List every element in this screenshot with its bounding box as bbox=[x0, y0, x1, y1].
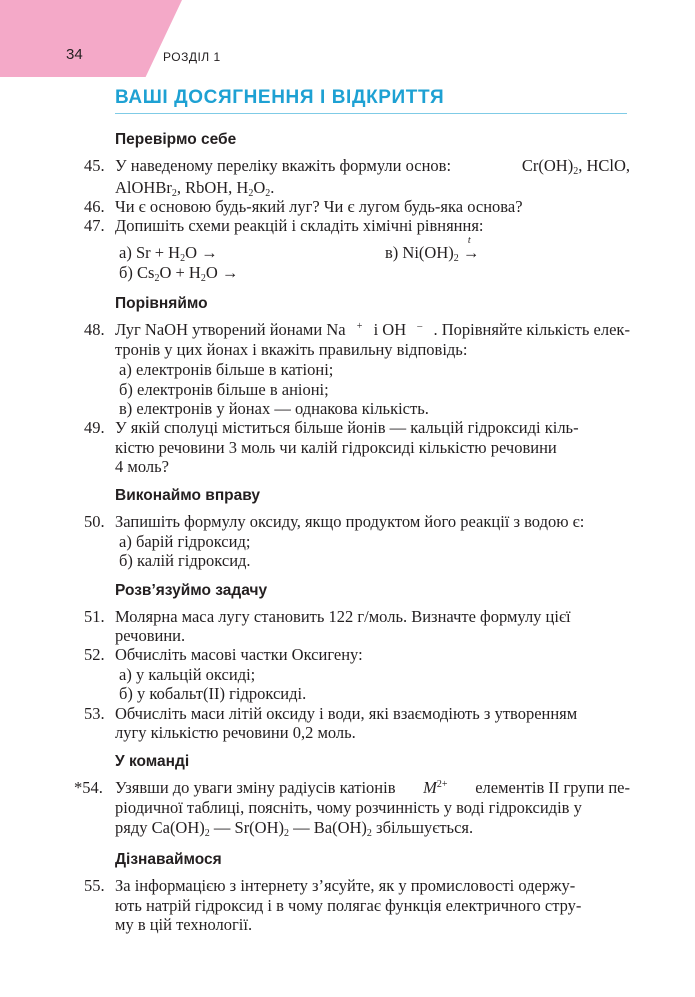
task-53-line-2: лугу кількістю речовини 0,2 моль. bbox=[115, 723, 356, 742]
task-50-option-b: б) калій гідроксид. bbox=[119, 551, 251, 570]
task-46-text: Чи є основою будь-який луг? Чи є лугом будь-яка основа? bbox=[115, 197, 523, 216]
task-number: 52. bbox=[84, 645, 105, 664]
task-53-line-1: Обчисліть маси літій оксиду і води, які взаємодіють з утворенням bbox=[115, 704, 578, 723]
task-55-line-1: За інформацією з інтернету з’ясуйте, як у промисловості одержу- bbox=[115, 876, 576, 895]
task-52-option-b: б) у кобальт(ІІ) гідроксиді. bbox=[119, 684, 307, 703]
scheme-b: б) $Cs_2O + H_2O$ → bbox=[119, 263, 239, 284]
page-number: 34 bbox=[66, 46, 83, 63]
task-number: 53. bbox=[84, 704, 105, 723]
task-49-line-2: кістю речовини 3 моль чи калій гідроксиді кількістю речовини bbox=[115, 438, 557, 457]
task-number: 49. bbox=[84, 418, 105, 437]
subheading-learn: Дізнаваймося bbox=[115, 851, 222, 868]
task-number: 55. bbox=[84, 876, 105, 895]
task-number: 51. bbox=[84, 607, 105, 626]
task-number: 47. bbox=[84, 216, 105, 235]
task-54-line-2: ріодичної таблиці, поясніть, чому розчинність у воді гідроксидів у bbox=[115, 798, 582, 817]
formula-list: $Cr(OH)_2$, HClO, bbox=[521, 156, 630, 177]
title-underline bbox=[115, 113, 627, 114]
scheme-a: а) $Sr + H_2O$ → bbox=[119, 243, 218, 264]
task-51-line-1: Молярна маса лугу становить 122 г/моль. Визначте формулу цієї bbox=[115, 607, 571, 626]
section-label: РОЗДІЛ 1 bbox=[163, 50, 221, 64]
task-number: 48. bbox=[84, 320, 105, 339]
page-title: ВАШІ ДОСЯГНЕННЯ І ВІДКРИТТЯ bbox=[115, 87, 445, 108]
task-50-option-a: а) барій гідроксид; bbox=[119, 532, 251, 551]
task-45-line-1: У наведеному переліку вкажіть формули основ: $Cr(OH)_2$, HClO, bbox=[115, 156, 630, 177]
heat-arrow-icon: t → bbox=[462, 235, 480, 262]
subheading-exercise: Виконаймо вправу bbox=[115, 487, 261, 504]
task-48-line-2: тронів у цих йонах і вкажіть правильну відповідь: bbox=[115, 340, 468, 359]
task-48-option-c: в) електронів у йонах — однакова кількість. bbox=[119, 399, 429, 418]
scheme-c: в) $Ni(OH)_2$ t → bbox=[385, 235, 480, 264]
task-47-text: Допишіть схеми реакцій і складіть хімічні рівняння: bbox=[115, 216, 484, 235]
task-52-line-1: Обчисліть масові частки Оксигену: bbox=[115, 645, 363, 664]
task-49-line-1: У якій сполуці міститься більше йонів — кальцій гідроксиді кіль- bbox=[115, 418, 579, 437]
task-number: 50. bbox=[84, 512, 105, 531]
task-54-line-3: ряду $Ca(OH)_2$ — $Sr(OH)_2$ — $Ba(OH)_2$ збільшується. bbox=[115, 818, 474, 839]
task-number: 45. bbox=[84, 156, 105, 175]
page-corner-tab bbox=[0, 0, 182, 77]
task-55-line-3: му в цій технології. bbox=[115, 915, 253, 934]
subheading-check-yourself: Перевірмо себе bbox=[115, 131, 237, 148]
task-51-line-2: речовини. bbox=[115, 626, 186, 645]
subheading-compare: Порівняймо bbox=[115, 295, 208, 312]
subheading-team: У команді bbox=[115, 753, 190, 770]
task-48-line-1: Луг NaOH утворений йонами Na + і OH – . Порівняйте кількість елек- bbox=[115, 320, 630, 339]
task-45-line-2: AlOHBr$_2$, RbOH, $H_2O_2$. bbox=[115, 178, 275, 199]
task-48-option-b: б) електронів більше в аніоні; bbox=[119, 380, 329, 399]
task-54-line-1: Узявши до уваги зміну радіусів катіонів $M^{2+}$ елементів ІІ групи пе- bbox=[115, 778, 630, 797]
task-number: 46. bbox=[84, 197, 105, 216]
task-48-option-a: а) електронів більше в катіоні; bbox=[119, 360, 334, 379]
task-50-line-1: Запишіть формулу оксиду, якщо продуктом його реакції з водою є: bbox=[115, 512, 585, 531]
task-49-line-3: 4 моль? bbox=[115, 457, 169, 476]
task-number: *54. bbox=[74, 778, 103, 797]
task-52-option-a: а) у кальцій оксиді; bbox=[119, 665, 256, 684]
task-55-line-2: ють натрій гідроксид і в чому полягає функція електричного стру- bbox=[115, 896, 582, 915]
subheading-solve-problem: Розв’язуймо задачу bbox=[115, 582, 268, 599]
